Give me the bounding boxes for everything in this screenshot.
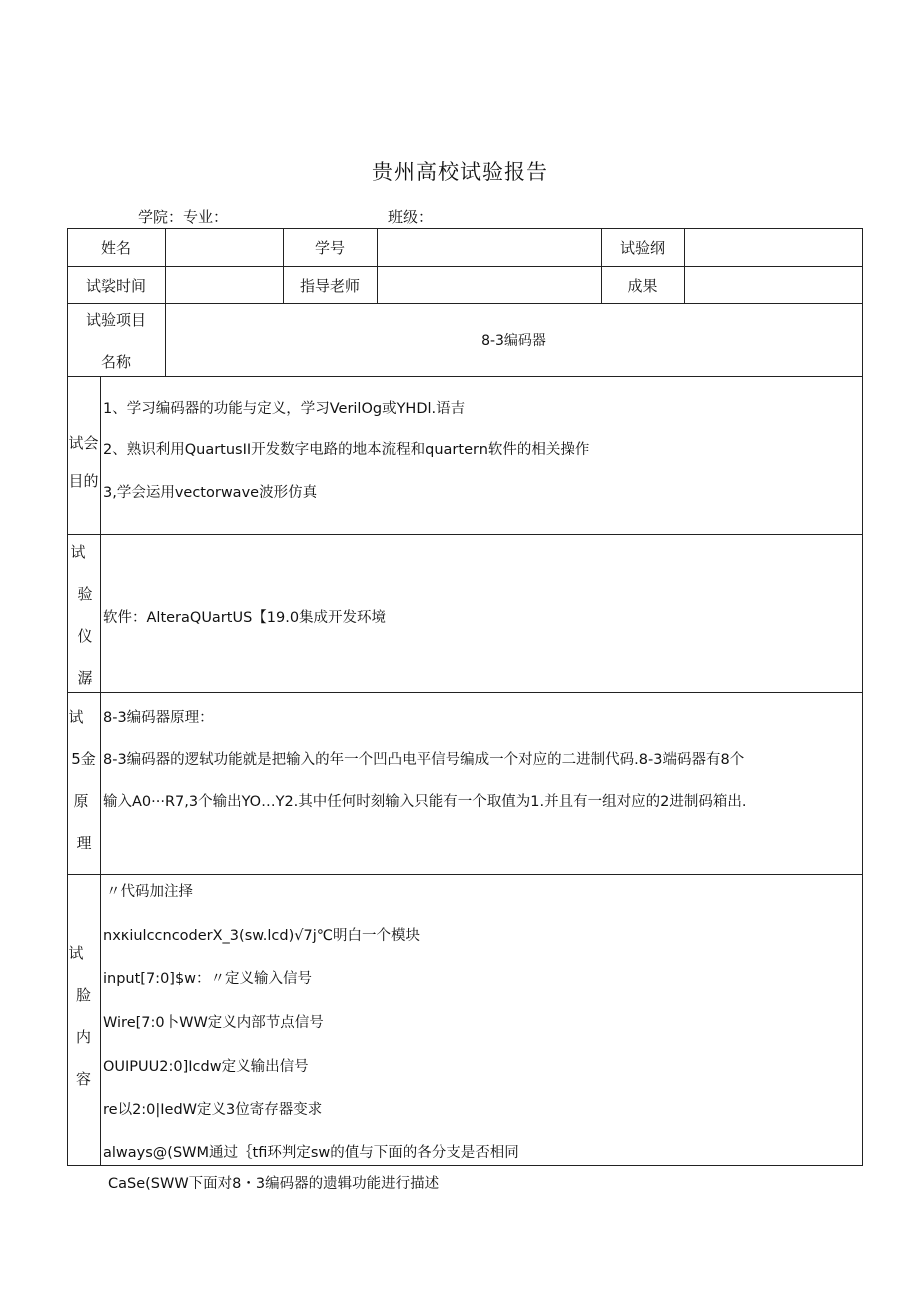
principle-label-char: 试 [68,708,84,726]
equipment-label-char: 验 [77,585,93,603]
grid-line [67,534,863,535]
principle-label-char: 理 [76,834,92,852]
experiment-outline-label: 试验纲 [619,239,665,257]
content-line: 〃代码加注择 [106,884,193,900]
name-label: 姓名 [100,239,131,257]
content-label-char: 内 [75,1028,91,1046]
project-name-value: 8-3编码器 [481,333,546,349]
equipment-label-char: 仪 [77,627,93,645]
content-label-char: 容 [75,1070,91,1088]
grid-line [67,228,863,229]
grid-line [67,1165,863,1166]
principle-label-char: 原 [73,792,89,810]
purpose-label-line2: 目的 [68,472,99,490]
class-label: 班级： [388,208,434,226]
purpose-line: 2、熟识利用QuartusII开发数字电路的地本流程和quartern软件的相关操作 [103,442,590,458]
grid-line [684,228,685,303]
equipment-line: 软件：AlteraQUartUS【19.0集成开发环境 [103,610,387,626]
college-major-label: 学院：专业： [138,208,229,226]
content-line: OUIPUU2:0]Icdw定义输出信号 [103,1059,309,1075]
content-line: input[7:0]$w：〃定义输入信号 [103,971,313,987]
equipment-label-char: 潺 [77,669,93,687]
grid-line [67,874,863,875]
student-id-label: 学号 [314,239,345,257]
project-name-label-line1: 试验项目 [85,311,146,329]
content-line: Wire[7:0卜WW定义内部节点信号 [103,1015,324,1031]
purpose-line: 1、学习编码器的功能与定义，学习VerilOg或YHDl.语吉 [103,401,466,417]
purpose-label-line1: 试会 [68,434,99,452]
project-name-label-line2: 名称 [100,353,131,371]
principle-line: 输入A0···R7,3个输出YO…Y2.其中任何时刻输入只能有一个取值为1.并且有一组对应的2进制码箱出. [103,794,747,810]
grid-line [862,228,863,1166]
purpose-line: 3,学会运用vectorwave波形仿真 [103,485,318,501]
content-line: always@(SWM通过｛tfi环判定sw的值与下面的各分支是否相同 [103,1145,519,1161]
grid-line [67,303,863,304]
grid-line [377,228,378,303]
grid-line [67,266,863,267]
grid-line [67,376,863,377]
trailing-code-line: CaSe(SWW下面对8・3编码器的遗辑功能进行描述 [108,1176,440,1192]
principle-line: 8-3编码器原理： [103,710,214,726]
result-label: 成果 [627,277,658,295]
principle-line: 8-3编码器的逻轼功能就是把输入的年一个凹凸电平信号编成一个对应的二进制代码.8-3端码器有8个 [103,752,745,768]
grid-line [67,692,863,693]
document-title: 贵州高校试验报告 [372,160,548,184]
grid-line [100,376,101,1166]
content-label-char: 试 [68,944,84,962]
content-label-char: 脸 [75,986,91,1004]
content-line: re以2:0|IedW定义3位寄存器变求 [103,1102,323,1118]
grid-line [165,228,166,376]
instructor-label: 指导老师 [299,277,360,295]
equipment-label-char: 试 [70,543,86,561]
experiment-time-label: 试裟时间 [85,277,146,295]
content-line: nxκiulccncoderX_3(sw.lcd)√7j℃明白一个模块 [103,928,421,944]
principle-label-char: 5金 [71,750,96,768]
